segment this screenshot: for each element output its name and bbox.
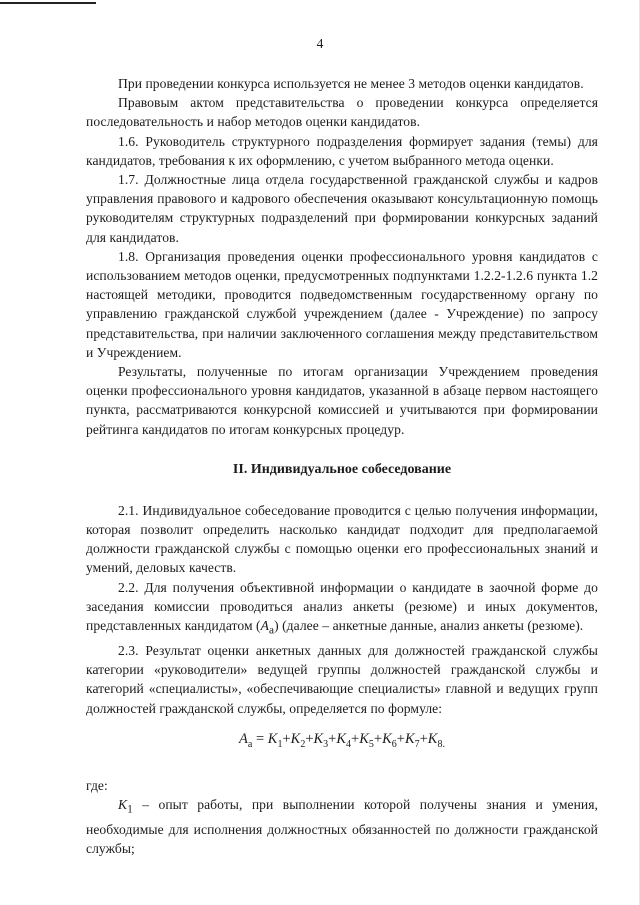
math-subscript: a xyxy=(268,624,275,637)
formula-term: K xyxy=(313,730,324,747)
formula-plus: + xyxy=(351,730,360,747)
formula-term-subscript: 2 xyxy=(300,738,306,750)
paragraph: Правовым актом представительства о проведении конкурса определяется последовательность и набор методов оценки кандидатов. xyxy=(86,95,598,130)
formula-plus: + xyxy=(305,730,314,747)
text-segment: 2.2. Для получения объективной информации о кандидате в заочной форме до заседания комиссии проводиться анализ анкеты (резюме) и иных документов, представленных кандидатом ( xyxy=(86,579,598,634)
math-subscript: 1 xyxy=(127,803,133,816)
formula-term: K xyxy=(267,730,278,747)
document-body xyxy=(86,74,598,858)
formula-term-subscript: 4 xyxy=(346,738,352,750)
scan-mark xyxy=(0,2,96,4)
text-segment: ) (далее – анкетные данные, анализ анкеты (резюме). xyxy=(274,618,584,634)
math-symbol: A xyxy=(260,618,269,634)
paragraph: При проведении конкурса используется не менее 3 методов оценки кандидатов. xyxy=(118,76,584,91)
page-number: 4 xyxy=(316,36,324,51)
formula-term-subscript: 8. xyxy=(437,738,445,750)
section-heading: II. Индивидуальное собеседование xyxy=(232,461,452,477)
formula-term-subscript: 7 xyxy=(414,738,420,750)
paragraph-2-3: 2.3. Результат оценки анкетных данных для должностей гражданской службы категории «руководители» ведущей группы должностей гражданской службы и категорий «специалисты», «обеспечивающие специалисты» главной и ведущих групп должностей гражданской службы, определяется по формуле: xyxy=(86,643,598,716)
formula-plus: + xyxy=(373,730,383,747)
paragraph-2-2 xyxy=(86,578,598,641)
formula-term-subscript: 5 xyxy=(368,738,374,750)
formula-term: K xyxy=(382,730,392,747)
formula-term: K xyxy=(427,730,438,747)
formula-term: K xyxy=(404,730,415,747)
paragraph-1-7: 1.7. Должностные лица отдела государственной гражданской службы и кадров управления правового и кадрового обеспечения оказывают консультационную помощь руководителям структурных подразделений при формировании конкурсных заданий для кандидатов. xyxy=(86,172,598,245)
paragraph-2-1: 2.1. Индивидуальное собеседование проводится с целью получения информации, которая позволит определить насколько кандидат подходит для предполагаемой должности гражданской службы с помощью оценки его профессиональных знаний и умений, деловых качеств. xyxy=(86,502,598,576)
formula-term: K xyxy=(359,730,369,747)
formula-plus: + xyxy=(328,730,337,747)
paragraph-1-6: 1.6. Руководитель структурного подразделения формирует задания (темы) для кандидатов, требования к их оформлению, с учетом выбранного метода оценки. xyxy=(86,133,598,168)
formula-plus: + xyxy=(396,730,405,747)
text-segment: – опыт работы, при выполнении которой получены знания и умения, необходимые для исполнения должностных обязанностей по должности гражданской службы; xyxy=(86,796,598,857)
formula-term: K xyxy=(336,730,347,747)
where-label: где: xyxy=(86,777,108,793)
formula-lhs-subscript: a xyxy=(247,738,253,750)
paragraph-k1-definition xyxy=(86,795,598,858)
formula-lhs: A xyxy=(239,730,248,747)
formula-equals: = xyxy=(252,730,268,747)
formula xyxy=(86,728,598,756)
formula-plus: + xyxy=(282,730,291,747)
formula-term-subscript: 1 xyxy=(277,738,283,750)
paragraph-1-8: 1.8. Организация проведения оценки профессионального уровня кандидатов с использованием методов оценки, предусмотренных подпунктами 1.2.2-1.2.6 пункта 1.2 настоящей методики, проводится подведомственным государственному органу по управлению гражданской службой учреждением (далее - Учреждение) по запросу представительства, при наличии заключенного соглашения между представительством и Учреждением. xyxy=(86,248,598,360)
math-symbol: K xyxy=(118,796,128,812)
formula-plus: + xyxy=(419,730,428,747)
formula-term-subscript: 3 xyxy=(323,738,329,750)
paragraph: Результаты, полученные по итогам организации Учреждением проведения оценки профессионального уровня кандидатов, указанной в абзаце первом настоящего пункта, рассматриваются конкурсной комиссией и учитываются при формировании рейтинга кандидатов по итогам конкурсных процедур. xyxy=(86,364,598,437)
formula-term-subscript: 6 xyxy=(391,738,397,750)
formula-term: K xyxy=(290,730,301,747)
